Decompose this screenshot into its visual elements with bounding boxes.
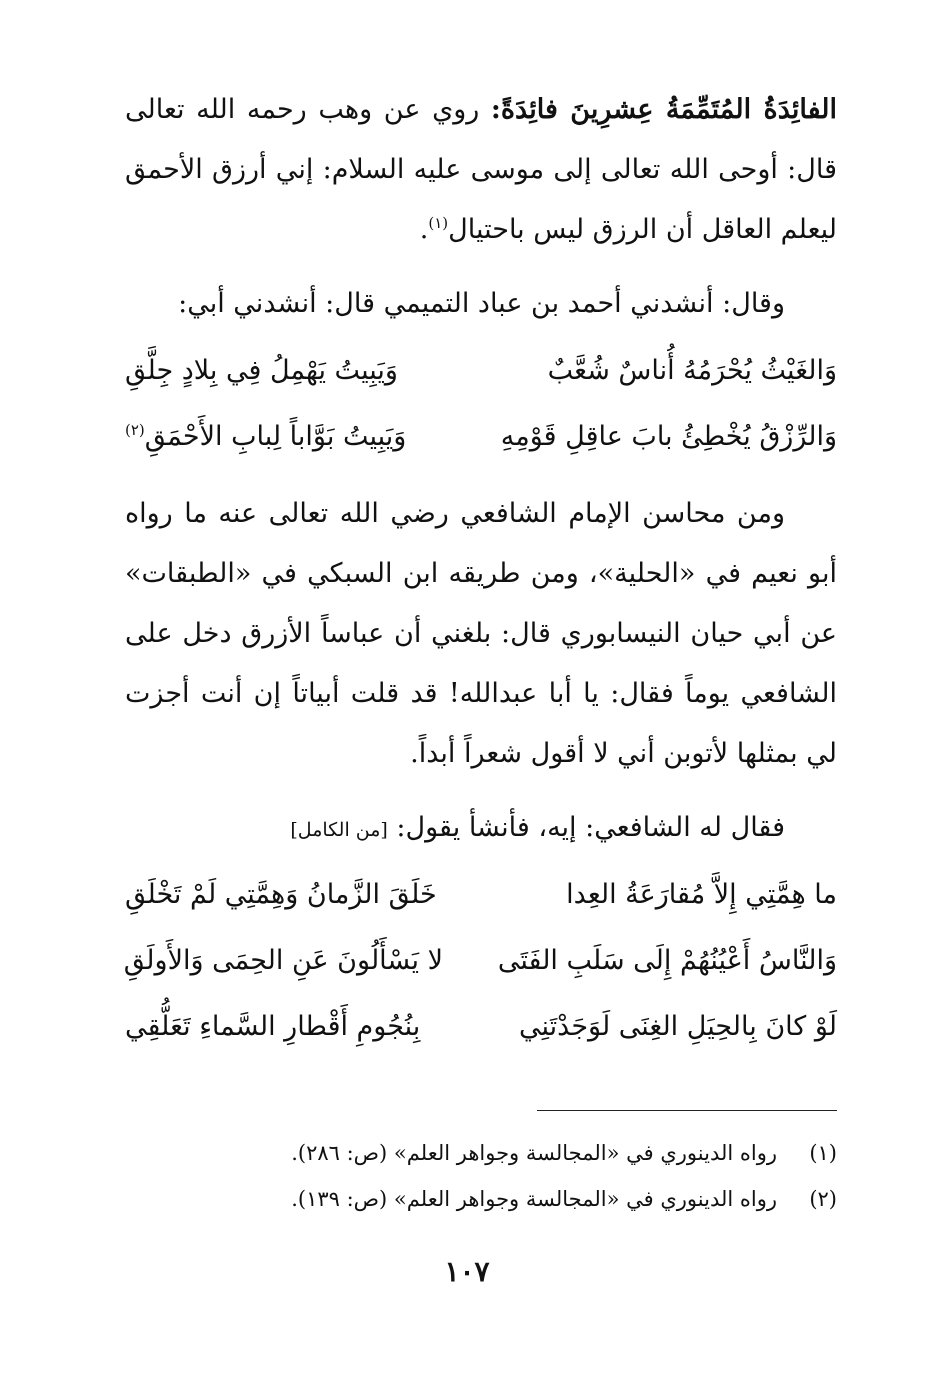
footnotes [125, 1130, 837, 1222]
verse-line [125, 928, 837, 994]
meter-tag: [من الكامل] [290, 819, 388, 841]
footnote-number: (١) [809, 1141, 837, 1165]
verse-second-hemistich: لا يَسْأَلُونَ عَنِ الحِمَى وَالأَولَقِ [123, 945, 443, 976]
paragraph-end: . [419, 214, 429, 245]
verse-first-hemistich: وَالغَيْثُ يُحْرَمُهُ أُناسٌ شُعَّبٌ [547, 355, 837, 386]
verse-first-hemistich: وَالنَّاسُ أَعْيُنُهُمْ إِلَى سَلَبِ الفَتَى [497, 945, 837, 976]
verse-line [125, 404, 837, 470]
page-body [125, 80, 837, 1060]
verse-second-hemistich [125, 404, 443, 470]
verse-line [125, 994, 837, 1060]
verse-first-hemistich: وَالرِّزْقُ يُخْطِئُ بابَ عاقِلِ قَوْمِهِ [500, 421, 837, 452]
footnote-number: (٢) [809, 1187, 837, 1211]
footnote-item [125, 1130, 837, 1176]
paragraph-text: روي عن وهب رحمه الله تعالى قال: أوحى الله تعالى إلى موسى عليه السلام: إني أرزق الأحمق ليعلم العاقل أن الرزق ليس باحتيال [125, 94, 837, 245]
poem-first [125, 338, 837, 470]
recitation-text: فقال له الشافعي: إيه، فأنشأ يقول: [387, 812, 785, 843]
footnote-item [125, 1176, 837, 1222]
section-heading: الفائِدَةُ المُتَمِّمَةُ عِشرِينَ فائِدَةً: [490, 94, 837, 125]
footnote-text: رواه الدينوري في «المجالسة وجواهر العلم» (ص: ٢٨٦). [291, 1141, 777, 1165]
verse-first-hemistich: ما هِمَّتِي إِلاَّ مُقارَعَةُ العِدا [566, 879, 837, 910]
paragraph-recitation-intro: وقال: أنشدني أحمد بن عباد التميمي قال: أنشدني أبي: [178, 288, 785, 319]
verse-line [125, 862, 837, 928]
verse-second-text: وَيَبِيتُ بَوَّاباً لِبابِ الأَحْمَقِ [144, 421, 407, 452]
paragraph-wahb-narration [125, 80, 837, 260]
verse-second-text: وَيَبِيتُ يَهْمِلُ فِي بِلادٍ جِلَّقِ [125, 355, 398, 386]
footnote-separator [537, 1110, 837, 1111]
verse-second-hemistich: خَلَقَ الزَّمانُ وَهِمَّتِي لَمْ تَخْلَقِ [125, 879, 437, 910]
verse-first-hemistich: لَوْ كانَ بِالحِيَلِ الغِنَى لَوَجَدْتَنِي [518, 1011, 837, 1042]
verse-second-hemistich [125, 338, 443, 404]
page-number: ١٠٧ [444, 1255, 490, 1288]
poem-second [125, 862, 837, 1060]
paragraph-shafii-recitation [125, 798, 837, 860]
footnote-reference-2[interactable]: (٢) [125, 421, 145, 439]
footnote-text: رواه الدينوري في «المجالسة وجواهر العلم» (ص: ١٣٩). [291, 1187, 777, 1211]
verse-line [125, 338, 837, 404]
verse-second-hemistich: بِنُجُومِ أَقْطارِ السَّماءِ تَعَلُّقِي [125, 1011, 421, 1042]
paragraph-shafii-story: ومن محاسن الإمام الشافعي رضي الله تعالى عنه ما رواه أبو نعيم في «الحلية»، ومن طريقه ابن السبكي في «الطبقات» عن أبي حيان النيسابوري قال: بلغني أن عباساً الأزرق دخل على الشافعي يوماً فقال: يا أبا عبدالله! قد قلت أبياتاً إن أنت أجزت لي بمثلها لأتوبن أني لا أقول شعراً أبداً. [125, 498, 837, 769]
footnote-reference-1[interactable]: (١) [428, 214, 449, 232]
